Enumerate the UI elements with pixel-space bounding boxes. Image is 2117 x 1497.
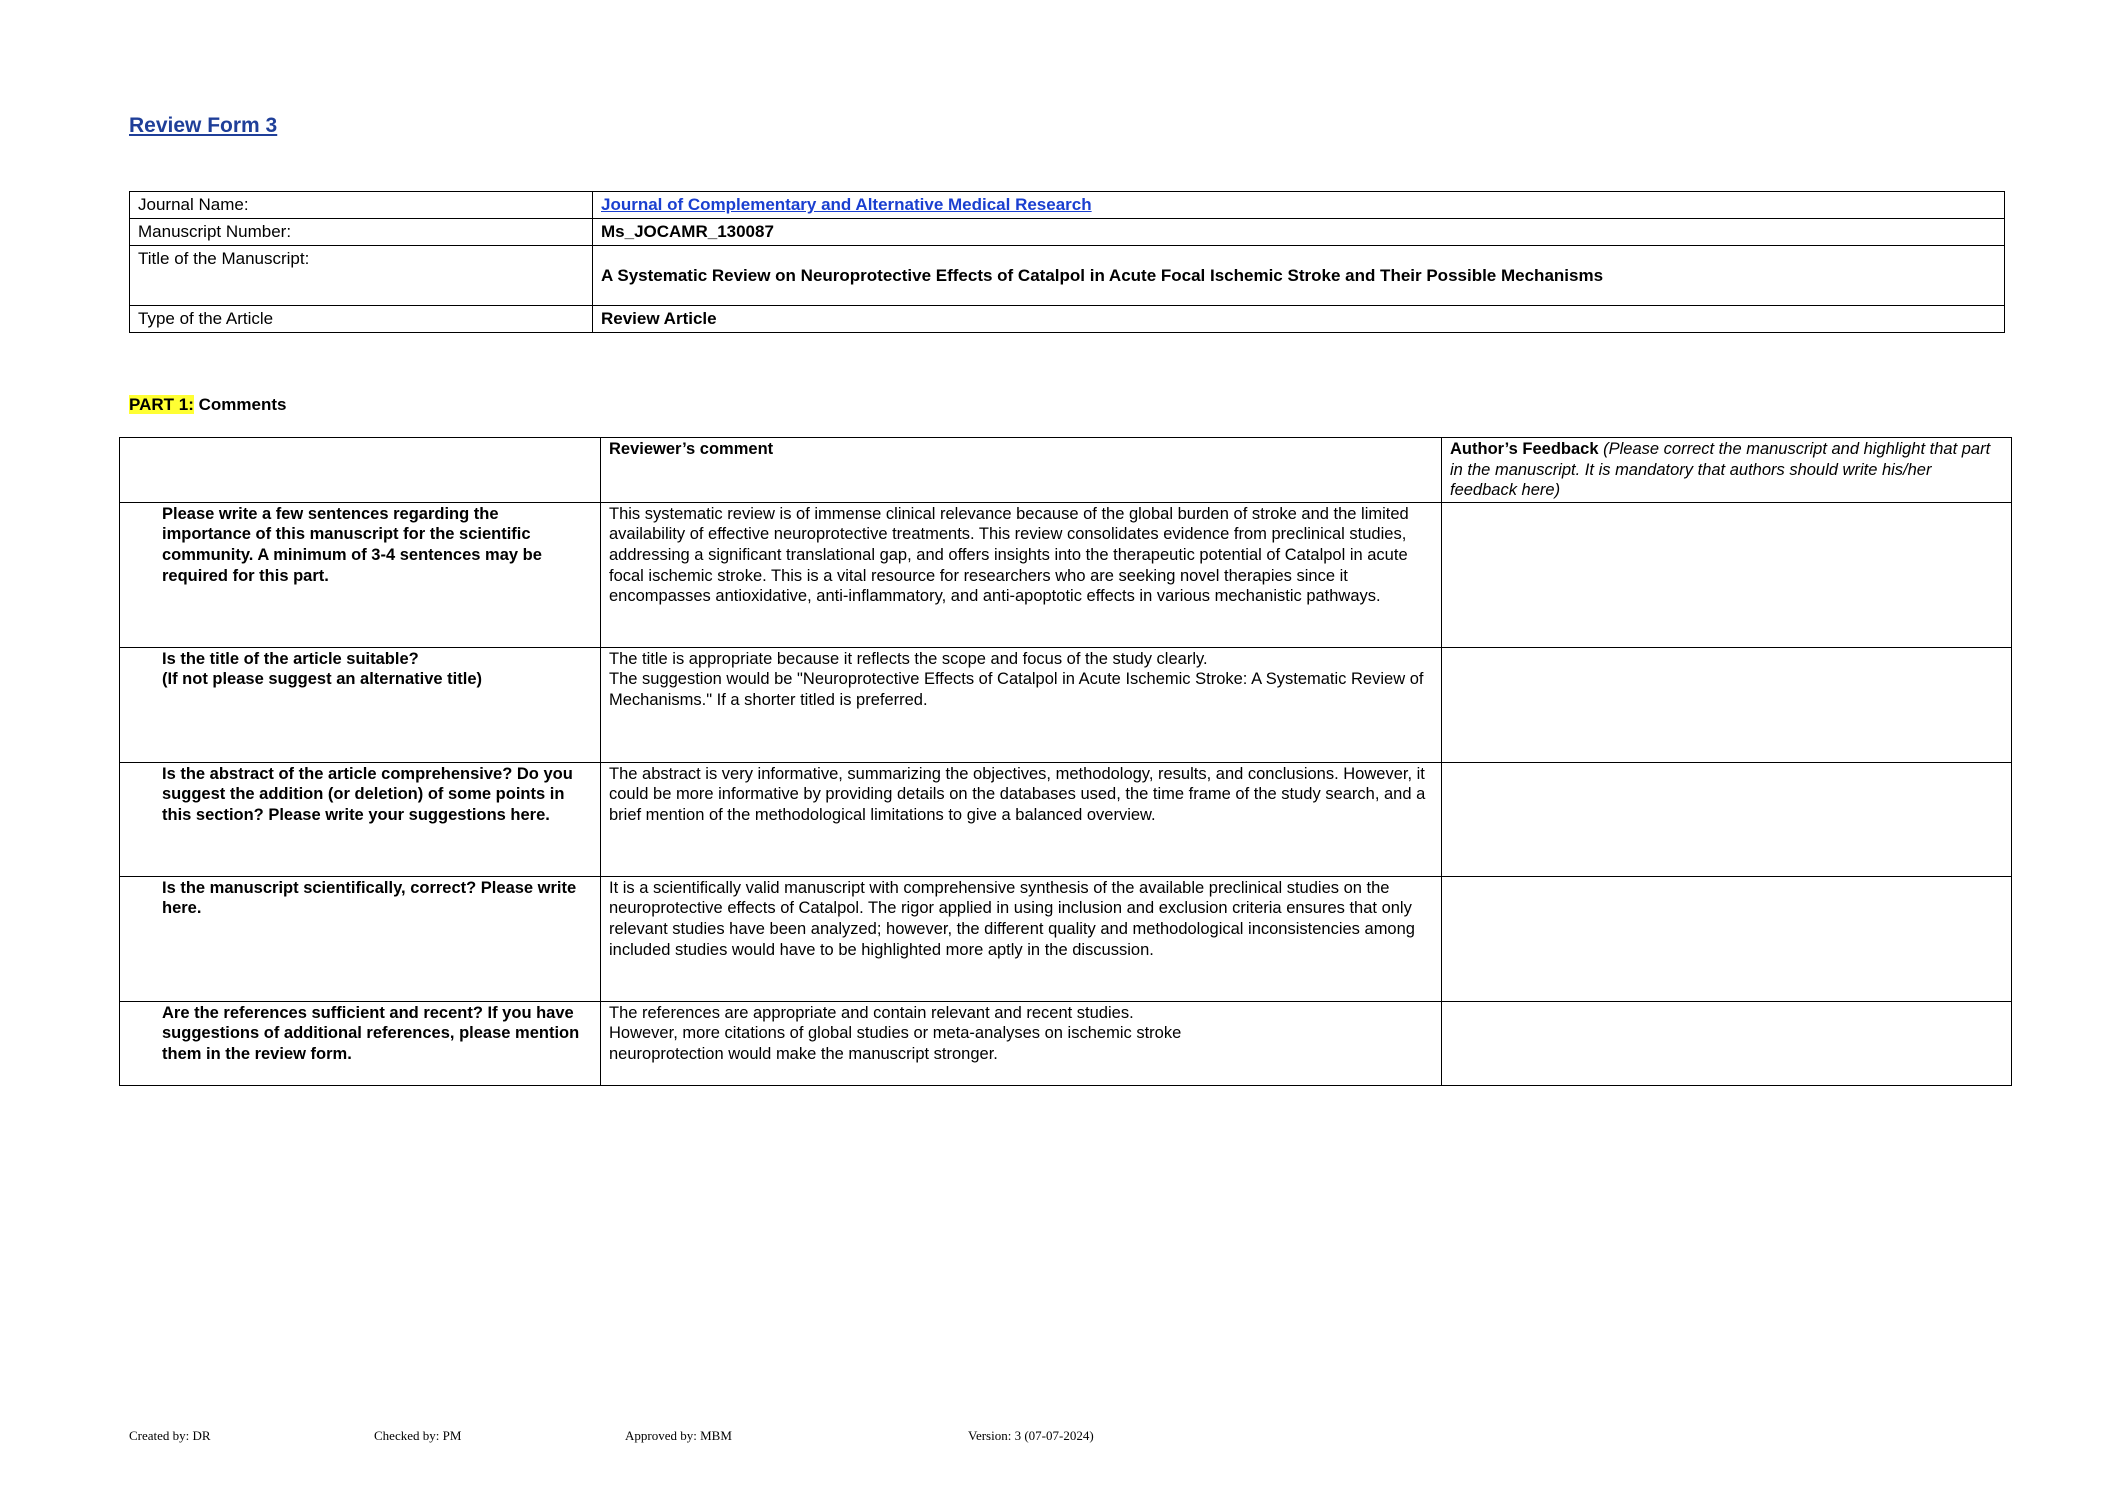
question-title: Is the title of the article suitable? (If not please suggest an alternative title) [120, 647, 601, 762]
author-feedback-importance[interactable] [1442, 502, 2012, 647]
reviewer-comment-scientific[interactable]: It is a scientifically valid manuscript with comprehensive synthesis of the available preclinical studies on the neuroprotective effects of Catalpol. The rigor applied in using inclusion and exclusion criteria ensures that only relevant studies have been analyzed; however, the different quality and methodological inconsistencies among included studies would have to be highlighted more aptly in the discussion. [601, 876, 1442, 1001]
author-feedback-title-cell[interactable] [1442, 647, 2012, 762]
manuscript-title-value: A Systematic Review on Neuroprotective Effects of Catalpol in Acute Focal Ischemic Stroke and Their Possible Mechanisms [593, 246, 2005, 306]
part1-heading [129, 395, 286, 415]
reviewer-comment-importance[interactable]: This systematic review is of immense clinical relevance because of the global burden of stroke and the limited availability of effective neuroprotective treatments. This review consolidates evidence from preclinical studies, addressing a significant translational gap, and offers insights into the therapeutic potential of Catalpol in acute focal ischemic stroke. This is a vital resource for researchers who are seeking novel therapies since it encompasses antioxidative, anti-inflammatory, and anti-apoptotic effects in various mechanistic pathways. [601, 502, 1442, 647]
footer-approved-by: Approved by: MBM [625, 1428, 732, 1443]
footer-version: Version: 3 (07-07-2024) [968, 1428, 1094, 1443]
reviewer-comment-header: Reviewer’s comment [601, 438, 1442, 503]
comment-row-importance [120, 502, 2012, 647]
manuscript-title-label: Title of the Manuscript: [130, 246, 593, 306]
comments-table [119, 437, 2012, 1086]
footer-checked-by: Checked by: PM [374, 1428, 462, 1443]
reviewer-comment-abstract[interactable]: The abstract is very informative, summarizing the objectives, methodology, results, and conclusions. However, it could be more informative by providing details on the databases used, the time frame of the study search, and a brief mention of the methodological limitations to give a balanced overview. [601, 762, 1442, 876]
manuscript-number-value: Ms_JOCAMR_130087 [593, 219, 2005, 246]
footer-created-by: Created by: DR [129, 1428, 211, 1443]
author-feedback-instructions: (Please correct the manuscript and highlight that part in the manuscript. It is mandatory that authors should write his/her feedback here) [1450, 440, 1991, 500]
question-importance: Please write a few sentences regarding the importance of this manuscript for the scientific community. A minimum of 3-4 sentences may be required for this part. [120, 502, 601, 647]
journal-name-link[interactable]: Journal of Complementary and Alternative Medical Research [593, 192, 2005, 219]
manuscript-number-row [130, 219, 2005, 246]
author-feedback-abstract[interactable] [1442, 762, 2012, 876]
part1-title: Comments [198, 395, 287, 414]
manuscript-title-row [130, 246, 2005, 306]
question-abstract: Is the abstract of the article comprehensive? Do you suggest the addition (or deletion) of some points in this section? Please write your suggestions here. [120, 762, 601, 876]
article-type-label: Type of the Article [130, 306, 593, 333]
form-title[interactable]: Review Form 3 [129, 114, 278, 137]
journal-name-row [130, 192, 2005, 219]
question-scientific: Is the manuscript scientifically, correct? Please write here. [120, 876, 601, 1001]
comments-header-row [120, 438, 2012, 503]
author-feedback-title: Author’s Feedback [1450, 440, 1599, 458]
author-feedback-header [1442, 438, 2012, 503]
reviewer-comment-title[interactable]: The title is appropriate because it reflects the scope and focus of the study clearly. The suggestion would be "Neuroprotective Effects of Catalpol in Acute Ischemic Stroke: A Systematic Review of Mechanisms." If a shorter titled is preferred. [601, 647, 1442, 762]
article-type-value: Review Article [593, 306, 2005, 333]
author-feedback-references[interactable] [1442, 1001, 2012, 1085]
comment-row-title [120, 647, 2012, 762]
header-blank-cell [120, 438, 601, 503]
comment-row-scientific [120, 876, 2012, 1001]
question-references: Are the references sufficient and recent? If you have suggestions of additional references, please mention them in the review form. [120, 1001, 601, 1085]
manuscript-info-table [129, 191, 2005, 333]
manuscript-number-label: Manuscript Number: [130, 219, 593, 246]
author-feedback-scientific[interactable] [1442, 876, 2012, 1001]
journal-name-label: Journal Name: [130, 192, 593, 219]
comment-row-abstract [120, 762, 2012, 876]
comment-row-references [120, 1001, 2012, 1085]
article-type-row [130, 306, 2005, 333]
part1-label: PART 1: [129, 395, 194, 414]
reviewer-comment-references[interactable]: The references are appropriate and contain relevant and recent studies. However, more citations of global studies or meta-analyses on ischemic stroke neuroprotection would make the manuscript stronger. [601, 1001, 1442, 1085]
